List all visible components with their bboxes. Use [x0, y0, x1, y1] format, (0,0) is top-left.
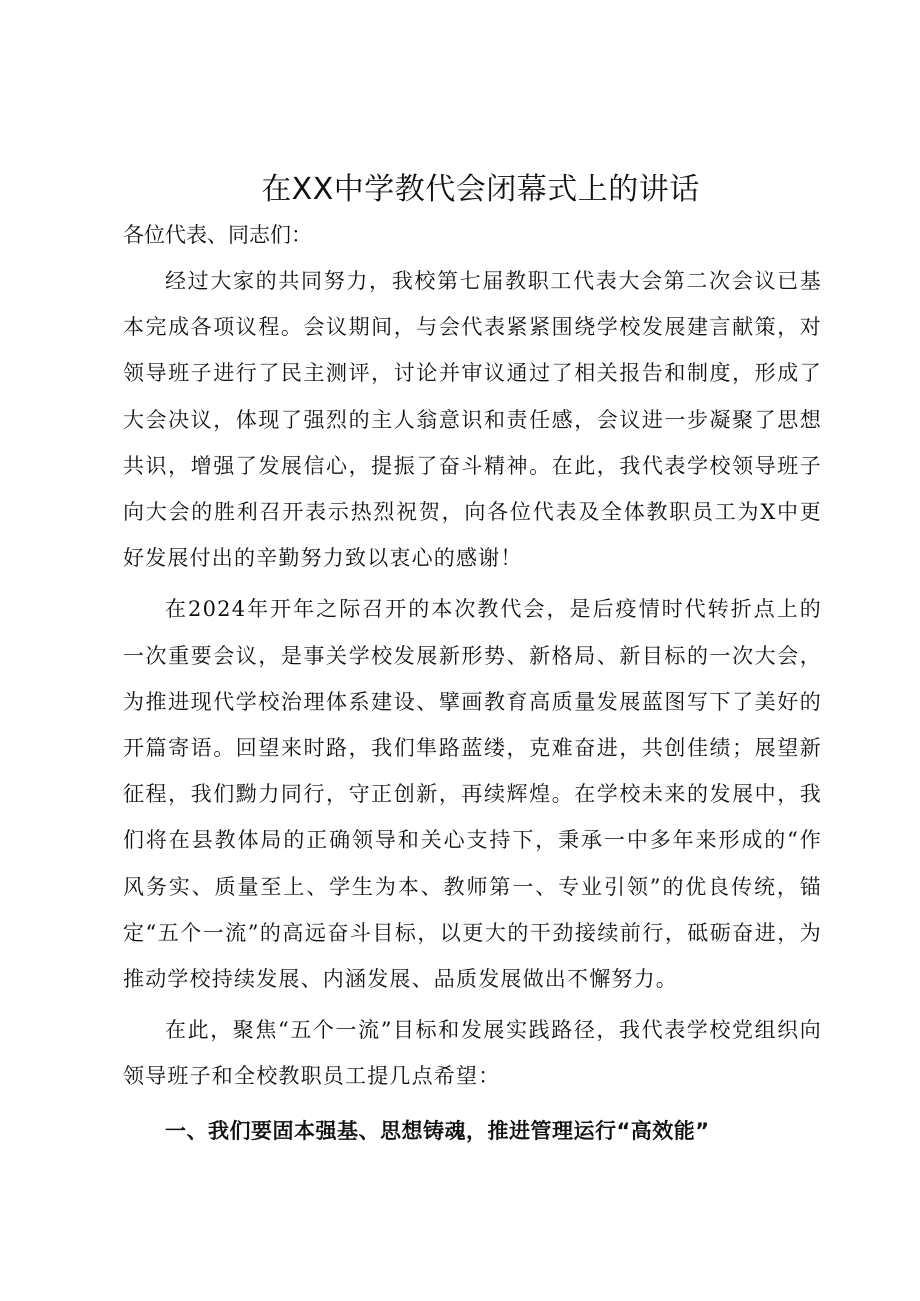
- paragraph-2: 在2024年开年之际召开的本次教代会，是后疫情时代转折点上的一次重要会议，是事关学校发展新形势、新格局、新目标的一次大会，为推进现代学校治理体系建设、擘画教育高质量发展蓝图写下了美好的开篇寄语。回望来时路，我们隼路蓝缕，克难奋进，共创佳绩；展望新征程，我们黝力同行，守正创新，再续辉煌。在学校未来的发展中，我们将在县教体局的正确领导和关心支持下，秉承一中多年来形成的“作风务实、质量至上、学生为本、教师第一、专业引领”的优良传统，锚定“五个一流”的高远奋斗目标，以更大的干劲接续前行，砥砺奋进，为推动学校持续发展、内涵发展、品质发展做出不懈努力。: [123, 597, 822, 992]
- paragraph-1: 经过大家的共同努力，我校第七届教职工代表大会第二次会议已基本完成各项议程。会议期间，与会代表紧紧围绕学校发展建言献策，对领导班子进行了民主测评，讨论并审议通过了相关报告和制度，形成了大会决议，体现了强烈的主人翁意识和责任感，会议进一步凝聚了思想共识，增强了发展信心，提振了奋斗精神。在此，我代表学校领导班子向大会的胜利召开表示热烈祝贺，向各位代表及全体教职员工为X中更好发展付出的辛勤努力致以衷心的感谢！: [123, 269, 822, 571]
- document-title: 在XX中学教代会闭幕式上的讲话: [261, 172, 700, 207]
- salutation: 各位代表、同志们：: [123, 223, 312, 247]
- paragraph-3: 在此，聚焦“五个一流”目标和发展实践路径，我代表学校党组织向领导班子和全校教职员工提几点希望：: [123, 1018, 822, 1089]
- section-heading-1: 一、我们要固本强基、思想铸魂，推进管理运行“高效能”: [165, 1118, 710, 1143]
